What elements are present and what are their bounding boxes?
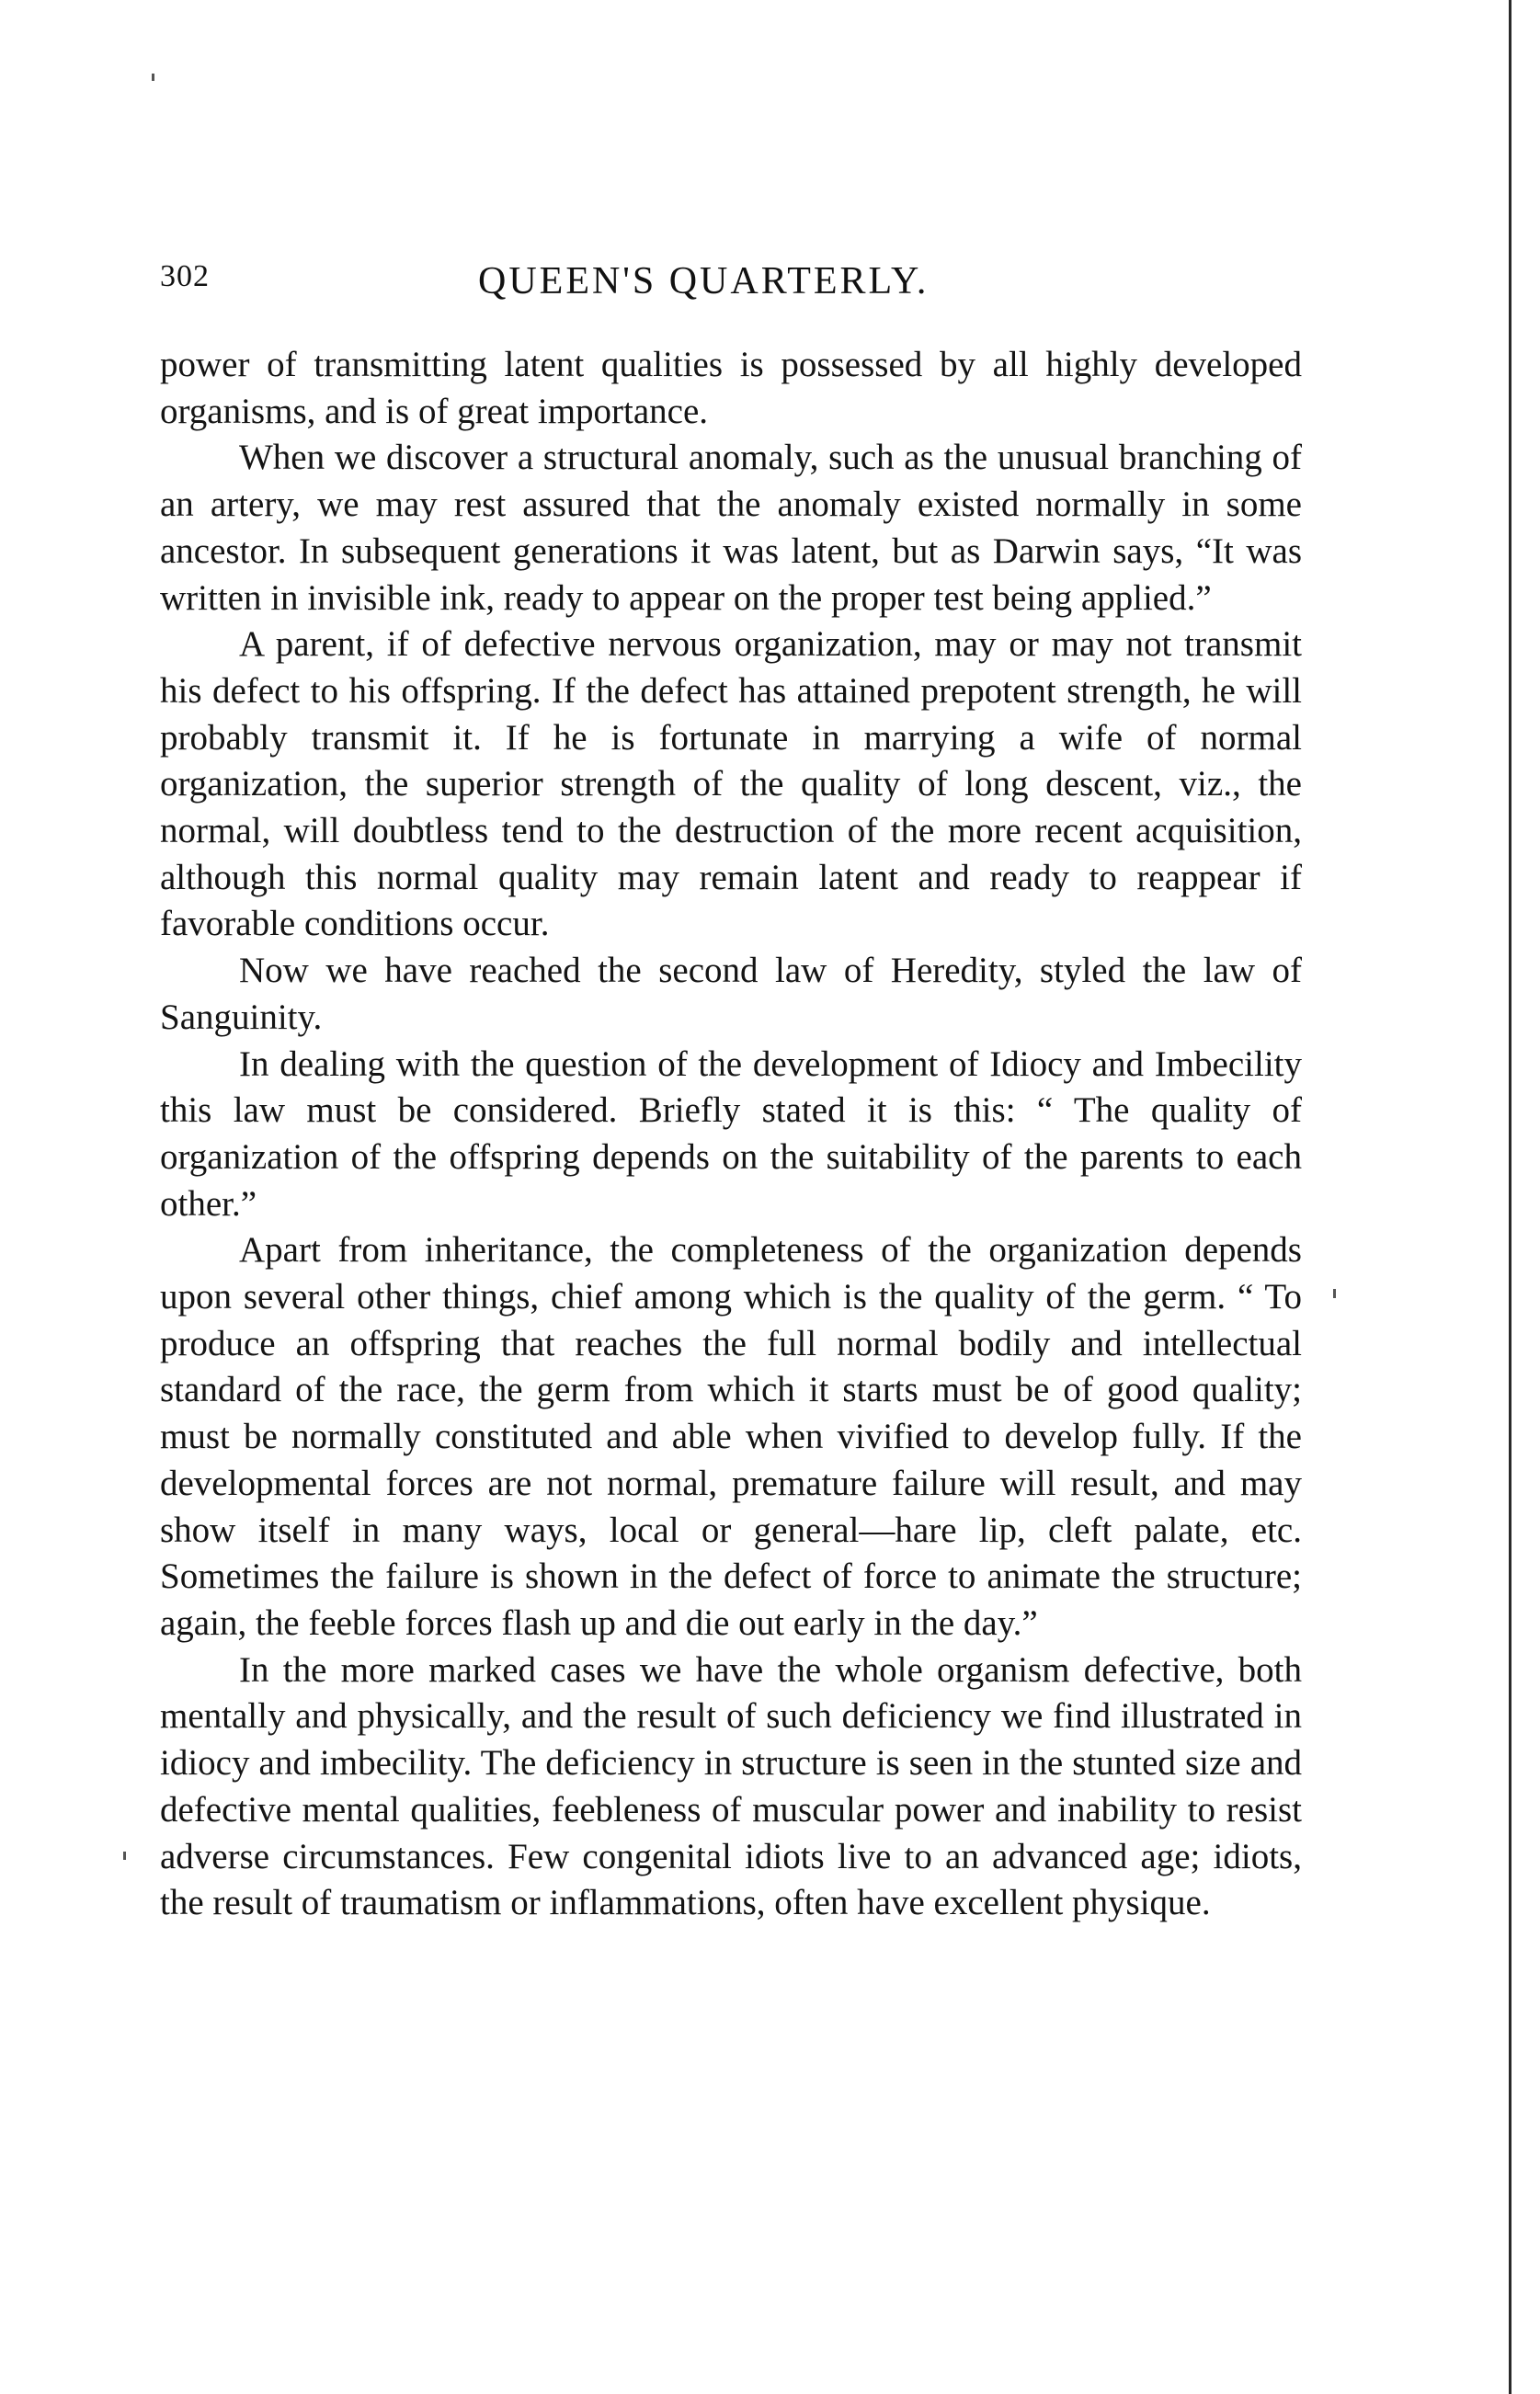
paragraph: A parent, if of defective nervous organization, may or may not transmit his defect to his offspring. If the defect has attained prepotent strength, he will probably transmit it. If he is fortunate in marrying a wife of normal organization, the superior strength of the quality of long descent, viz., the normal, will doubtless tend to the destruction of the more recent acquisition, although this normal quality may remain latent and ready to reappear if favorable conditions occur. — [160, 624, 1302, 944]
paragraph: Now we have reached the second law of Heredity, styled the law of Sanguinity. — [160, 951, 1302, 1037]
stray-mark — [1333, 1289, 1336, 1298]
paragraph: In the more marked cases we have the whole organism defective, both mentally and physically, and the result of such deficiency we find illustrated in idiocy and imbecility. The deficiency in structure is seen in the stunted size and defective mental qualities, feebleness of muscular power and inability to resist adverse circumstances. Few congenital idiots live to an advanced age; idiots, the result of traumatism or inflammations, often have excellent physique. — [160, 1649, 1302, 1923]
paragraph: When we discover a structural anomaly, such as the unusual branching of an artery, we may rest assured that the anomaly existed normally in some ancestor. In subsequent generations it was latent, but as Darwin says, “It was written in invisible ink, ready to appear on the proper test being applied.” — [160, 438, 1302, 618]
running-title: QUEEN'S QUARTERLY. — [478, 260, 930, 302]
stray-mark — [152, 74, 154, 81]
body-text — [160, 342, 1302, 1927]
paragraph: Apart from inheritance, the completeness of the organization depends upon several other things, chief among which is the quality of the germ. “ To produce an offspring that reaches the full normal bodily and intellectual standard of the race, the germ from which it starts must be of good quality; must be normally constituted and able when vivified to develop fully. If the developmental forces are not normal, premature failure will result, and may show itself in many ways, local or general—hare lip, cleft palate, etc. Sometimes the failure is shown in the defect of force to animate the structure; again, the feeble forces flash up and die out early in the day.” — [160, 1230, 1302, 1643]
page-edge-rule — [1509, 0, 1511, 2394]
page-number: 302 — [160, 259, 210, 293]
paragraph: In dealing with the question of the development of Idiocy and Imbecility this law must be considered. Briefly stated it is this: “ The quality of organization of the offspring depends on the suitability of the parents to each other.” — [160, 1043, 1302, 1224]
page-header — [160, 259, 1300, 314]
stray-mark — [123, 1852, 126, 1860]
paragraph: power of transmitting latent qualities is possessed by all highly developed organisms, and is of great importance. — [160, 345, 1302, 431]
